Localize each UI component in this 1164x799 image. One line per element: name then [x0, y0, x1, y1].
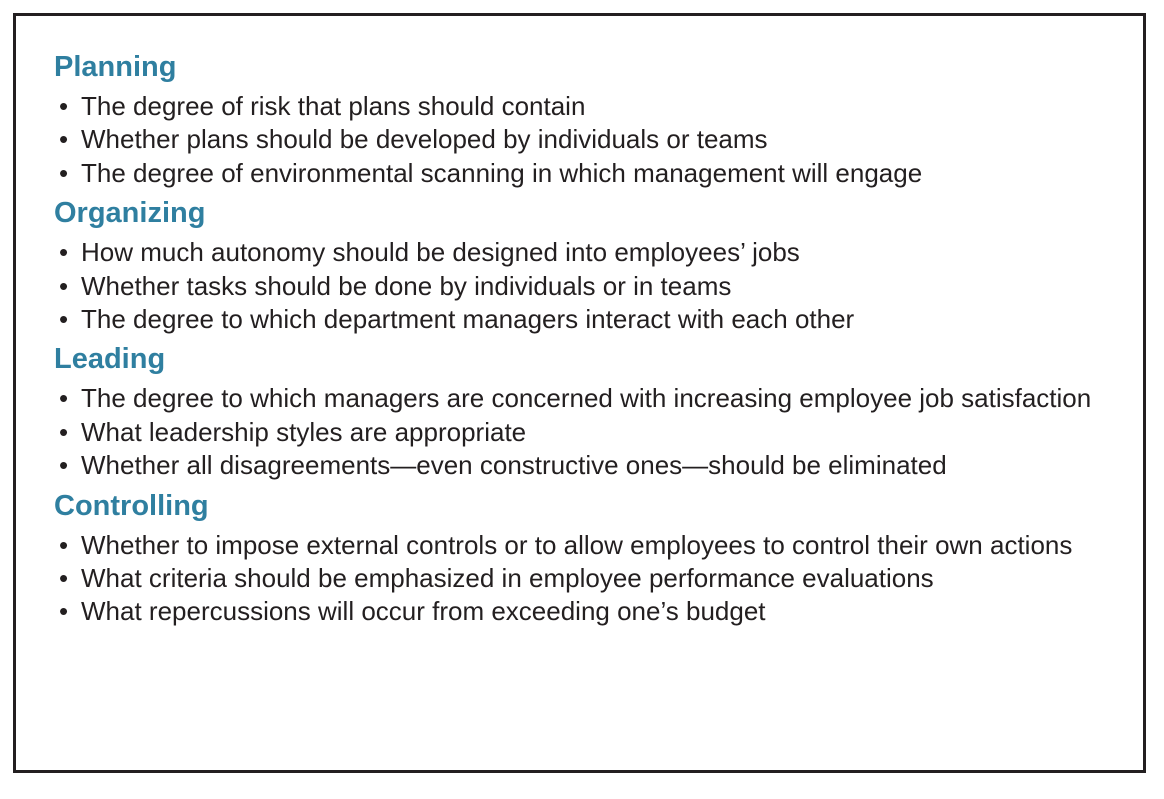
- bullet-icon: •: [59, 383, 69, 414]
- list-item: [54, 157, 1094, 190]
- list-item-text: Whether all disagreements—even constructive ones—should be eliminated: [81, 450, 947, 481]
- bullet-icon: •: [59, 91, 69, 121]
- section-controlling: [54, 489, 1094, 629]
- list-item-text: What criteria should be emphasized in employee performance evaluations: [81, 563, 934, 594]
- list-item: [54, 449, 1094, 482]
- bullet-icon: •: [59, 596, 69, 627]
- list-item-text: The degree to which managers are concerned with increasing employee job satisfaction: [81, 383, 1092, 414]
- section-heading: Planning: [54, 51, 177, 83]
- section-planning: [54, 50, 1094, 190]
- bullet-icon: •: [59, 563, 69, 594]
- section-organizing: [54, 196, 1094, 336]
- list-item: [54, 123, 1094, 156]
- bullet-icon: •: [59, 157, 69, 188]
- list-item: [54, 595, 1094, 628]
- list-item: [54, 382, 1094, 415]
- list-item: [54, 529, 1094, 562]
- bullet-icon: •: [59, 529, 69, 560]
- bullet-icon: •: [59, 124, 69, 155]
- list-item-text: The degree of environmental scanning in which management will engage: [81, 157, 923, 188]
- list-item: [54, 236, 1094, 269]
- bullet-icon: •: [59, 237, 69, 268]
- section-heading: Controlling: [54, 489, 209, 522]
- bullet-list: [54, 236, 1094, 336]
- list-item-text: The degree to which department managers interact with each other: [81, 304, 855, 335]
- list-item-text: The degree of risk that plans should contain: [81, 91, 586, 121]
- section-heading: Leading: [54, 343, 166, 376]
- list-item-text: What leadership styles are appropriate: [81, 416, 527, 447]
- bullet-list: [54, 382, 1094, 482]
- list-item-text: What repercussions will occur from exceeding one’s budget: [81, 596, 766, 627]
- list-item: [54, 303, 1094, 336]
- list-item: [54, 416, 1094, 449]
- content-area: [54, 50, 1094, 629]
- section-heading: Organizing: [54, 197, 206, 230]
- list-item-text: Whether tasks should be done by individuals or in teams: [81, 270, 732, 301]
- bullet-icon: •: [59, 450, 69, 481]
- bullet-icon: •: [59, 270, 69, 301]
- list-item: [54, 90, 1094, 123]
- list-item-text: Whether to impose external controls or to allow employees to control their own actions: [81, 529, 1073, 560]
- bullet-list: [54, 529, 1094, 629]
- list-item: [54, 270, 1094, 303]
- list-item-text: Whether plans should be developed by individuals or teams: [81, 124, 768, 155]
- bullet-icon: •: [59, 304, 69, 335]
- list-item-text: How much autonomy should be designed into employees’ jobs: [81, 237, 800, 268]
- section-leading: [54, 342, 1094, 482]
- bullet-list: [54, 90, 1094, 190]
- list-item: [54, 562, 1094, 595]
- content-box: [13, 13, 1146, 773]
- bullet-icon: •: [59, 416, 69, 447]
